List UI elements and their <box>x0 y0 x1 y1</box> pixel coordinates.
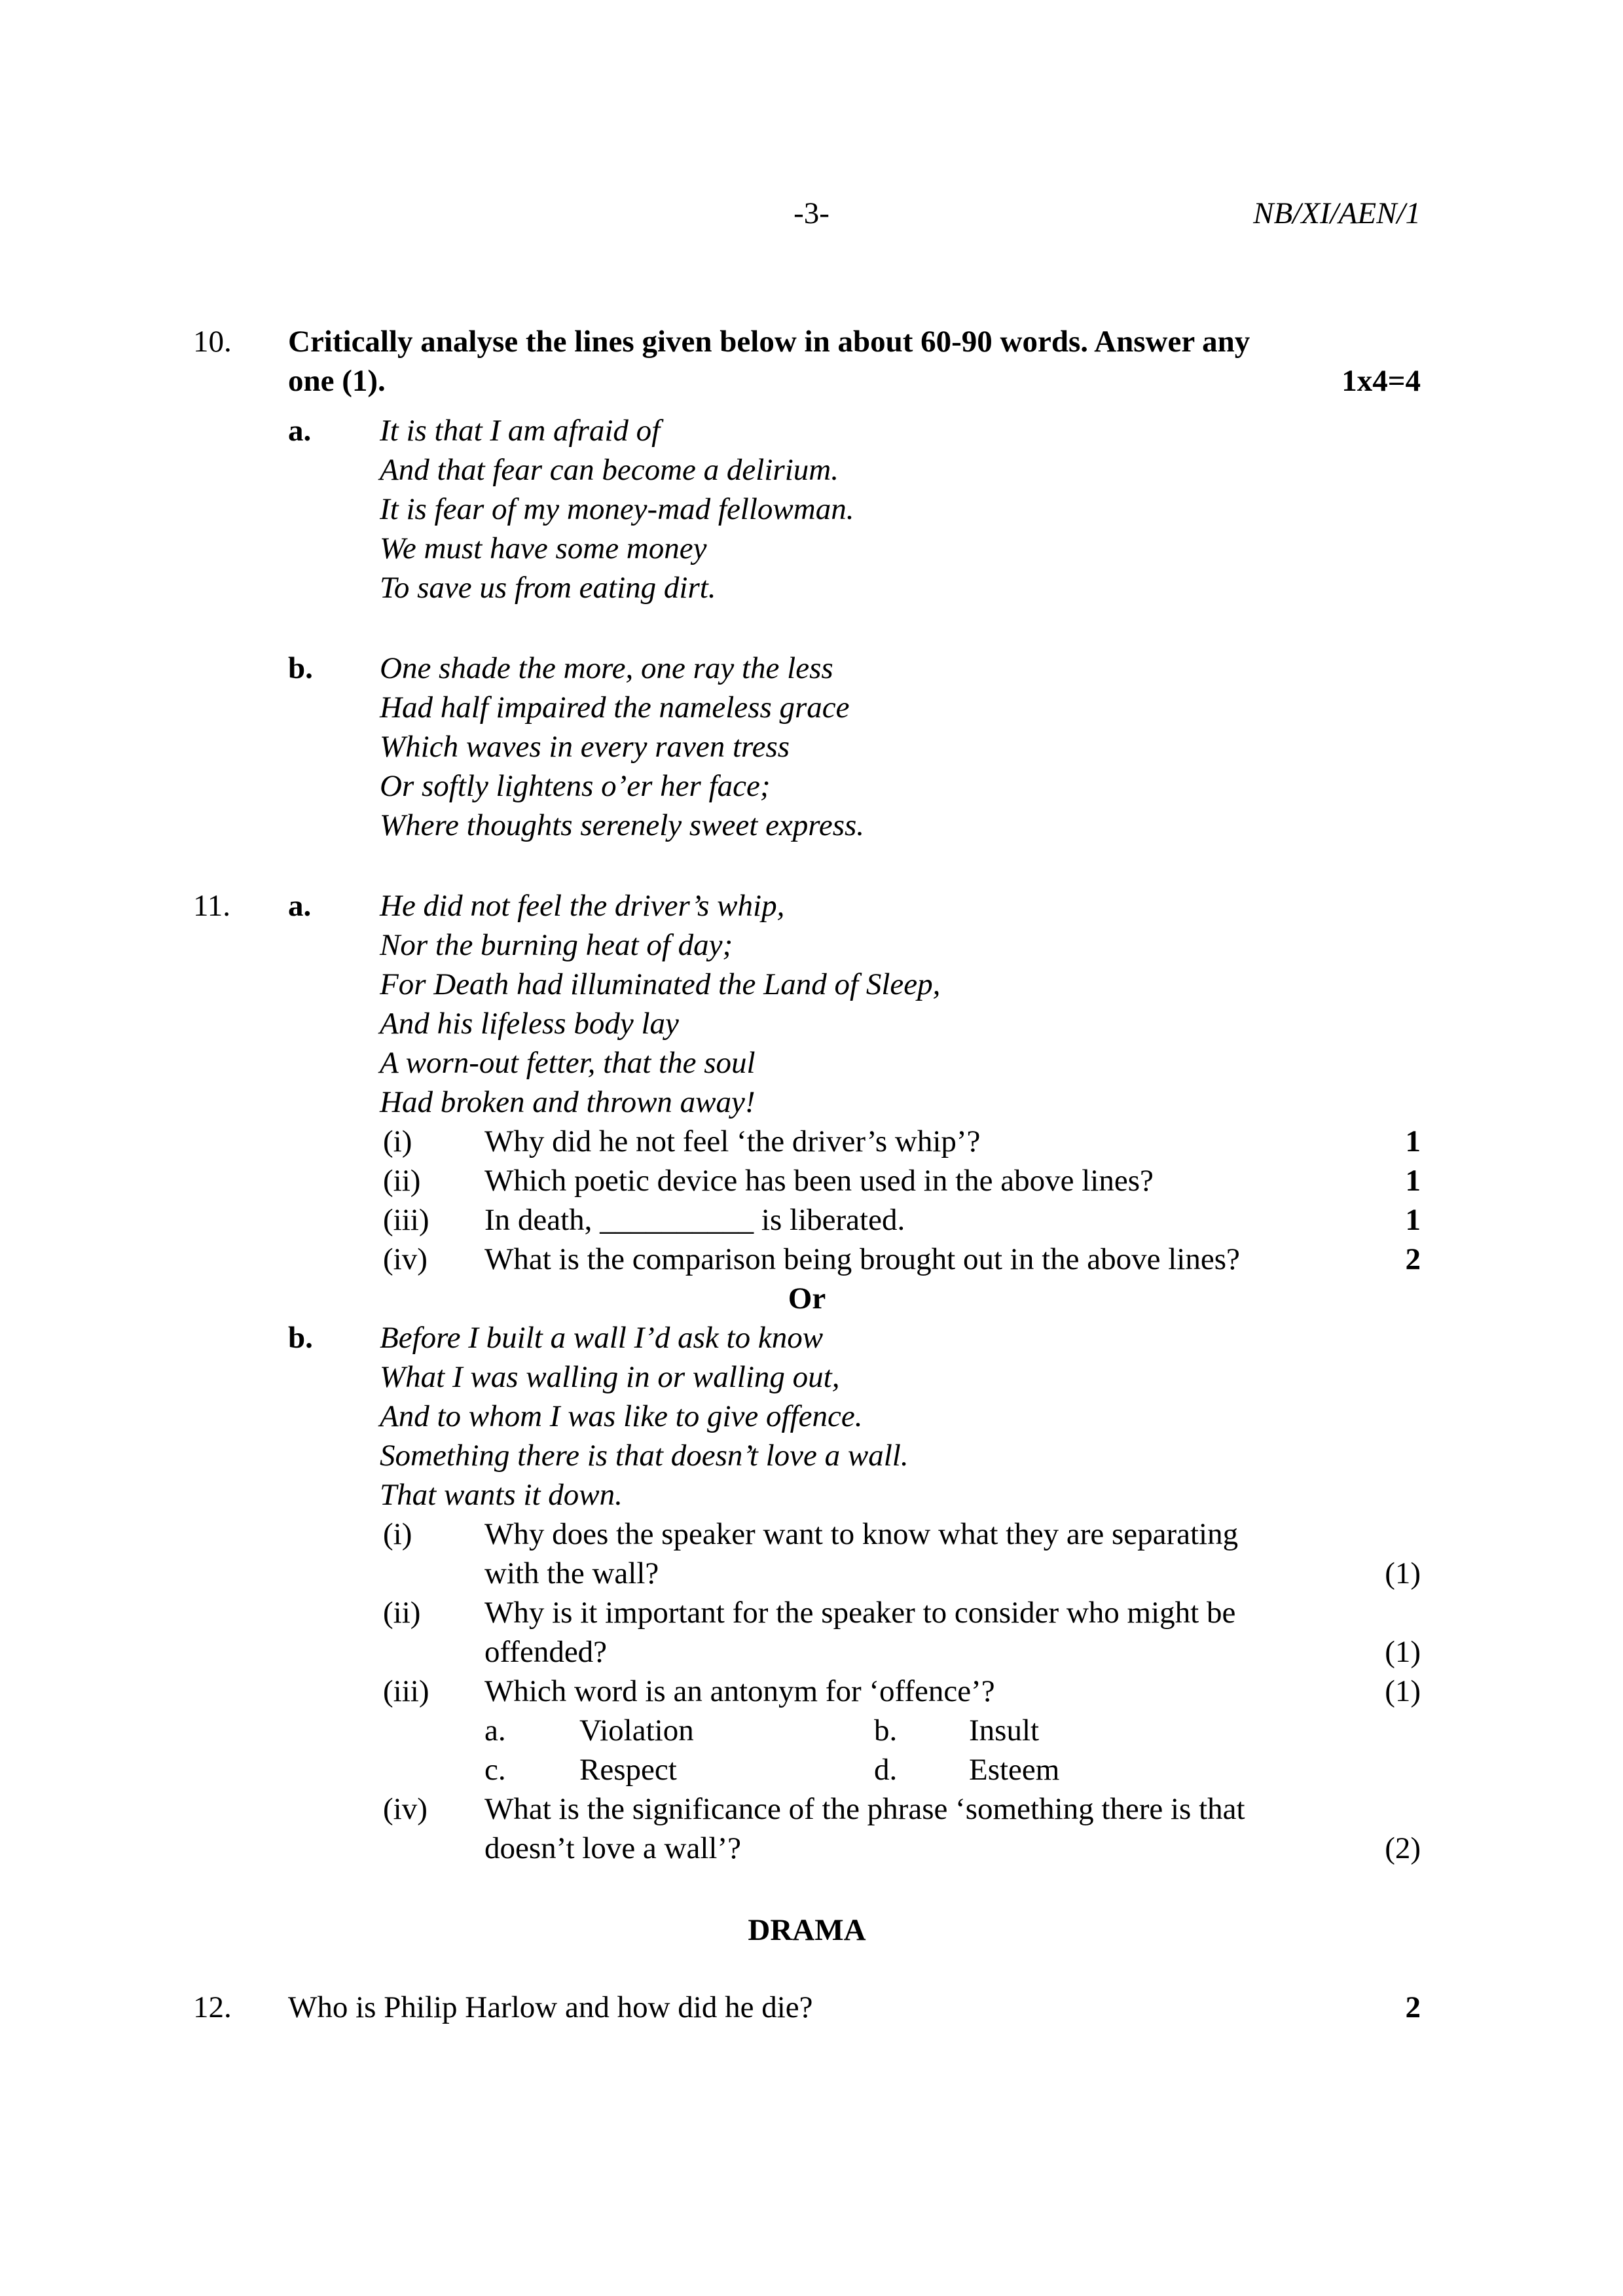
question-11b-label: b. <box>288 1321 313 1355</box>
poem-line: What I was walling in or walling out, <box>380 1360 840 1394</box>
question-12-marks: 2 <box>1405 1990 1421 2024</box>
question-10b <box>288 649 1421 845</box>
subquestion-ii <box>383 1593 1421 1672</box>
poem-line: And his lifeless body lay <box>380 1007 679 1041</box>
subquestion-text: In death, __________ is liberated. <box>484 1203 905 1237</box>
poem-line: A worn-out fetter, that the soul <box>380 1046 756 1080</box>
poem-line: And that fear can become a delirium. <box>380 453 839 487</box>
question-11 <box>193 886 1421 1868</box>
subquestion-text: offended? <box>484 1635 608 1669</box>
question-11a-poem <box>380 886 1421 1122</box>
question-11-number: 11. <box>193 889 231 923</box>
subquestion-text: Why is it important for the speaker to consider who might be <box>484 1596 1236 1630</box>
poem-line: For Death had illuminated the Land of Sleep, <box>380 967 941 1001</box>
question-11b-subquestions <box>383 1515 1421 1868</box>
subquestion-marks: 2 <box>1405 1242 1421 1276</box>
subquestion-numeral: (iv) <box>383 1242 428 1276</box>
subquestion-text: Why does the speaker want to know what they are separating <box>484 1517 1239 1551</box>
subquestion-i <box>383 1122 1421 1161</box>
subquestion-marks: 1 <box>1405 1164 1421 1198</box>
or-separator: Or <box>788 1282 826 1316</box>
question-10-heading-line1: Critically analyse the lines given below in about 60-90 words. Answer any <box>288 325 1250 359</box>
poem-line: Nor the burning heat of day; <box>380 928 733 962</box>
subquestion-iv <box>383 1240 1421 1279</box>
poem-line: And to whom I was like to give offence. <box>380 1399 863 1433</box>
section-heading-drama: DRAMA <box>748 1913 866 1947</box>
subquestion-i <box>383 1515 1421 1593</box>
question-12-text: Who is Philip Harlow and how did he die? <box>288 1990 813 2024</box>
question-10a-poem <box>380 411 1421 607</box>
question-12 <box>193 1988 1421 2027</box>
poem-line: He did not feel the driver’s whip, <box>380 889 785 923</box>
poem-line: Had broken and thrown away! <box>380 1085 756 1119</box>
poem-line: We must have some money <box>380 531 707 565</box>
poem-line: Which waves in every raven tress <box>380 730 790 764</box>
subquestion-marks: 1 <box>1405 1124 1421 1158</box>
subquestion-text: doesn’t love a wall’? <box>484 1831 741 1865</box>
mcq-option-text: Insult <box>969 1713 1040 1748</box>
question-10 <box>193 322 1421 845</box>
question-10-heading-line2-row <box>288 361 1421 401</box>
mcq-option-letter: a. <box>484 1713 506 1748</box>
paper-code: NB/XI/AEN/1 <box>1253 196 1421 230</box>
poem-line: Something there is that doesn’t love a wall. <box>380 1439 909 1473</box>
poem-line: One shade the more, one ray the less <box>380 651 833 685</box>
poem-line: It is that I am afraid of <box>380 414 661 448</box>
subquestion-numeral: (iv) <box>383 1792 428 1826</box>
mcq-option-letter: c. <box>484 1753 506 1787</box>
subquestion-text: with the wall? <box>484 1556 659 1590</box>
question-11a <box>288 886 1421 1122</box>
poem-line: It is fear of my money-mad fellowman. <box>380 492 854 526</box>
poem-line: Or softly lightens o’er her face; <box>380 769 771 803</box>
subquestion-iv <box>383 1789 1421 1868</box>
question-10b-poem <box>380 649 1421 845</box>
question-11b-poem <box>380 1318 1421 1515</box>
poem-line: Where thoughts serenely sweet express. <box>380 808 865 842</box>
subquestion-marks: (1) <box>1385 1674 1421 1708</box>
question-10-number: 10. <box>193 325 232 359</box>
question-10-marks: 1x4=4 <box>1341 364 1421 398</box>
question-12-number: 12. <box>193 1990 232 2024</box>
question-11b <box>288 1318 1421 1515</box>
subquestion-ii <box>383 1161 1421 1200</box>
poem-line: That wants it down. <box>380 1478 623 1512</box>
poem-line: To save us from eating dirt. <box>380 571 716 605</box>
subquestion-numeral: (i) <box>383 1124 412 1158</box>
mcq-options <box>484 1711 1421 1789</box>
subquestion-text: What is the comparison being brought out in the above lines? <box>484 1242 1240 1276</box>
mcq-option-letter: d. <box>874 1753 898 1787</box>
subquestion-numeral: (ii) <box>383 1596 421 1630</box>
question-10-heading-line2: one (1). <box>288 364 386 398</box>
subquestion-marks: (1) <box>1385 1635 1421 1669</box>
subquestion-numeral: (i) <box>383 1517 412 1551</box>
question-11a-subquestions <box>383 1122 1421 1279</box>
subquestion-numeral: (iii) <box>383 1203 429 1237</box>
mcq-option-text: Esteem <box>969 1753 1060 1787</box>
subquestion-marks: (1) <box>1385 1556 1421 1590</box>
subquestion-text: Which poetic device has been used in the above lines? <box>484 1164 1154 1198</box>
subquestion-numeral: (ii) <box>383 1164 421 1198</box>
mcq-option-letter: b. <box>874 1713 898 1748</box>
question-10a-label: a. <box>288 414 312 448</box>
subquestion-text: Why did he not feel ‘the driver’s whip’? <box>484 1124 981 1158</box>
mcq-option-text: Respect <box>579 1753 677 1787</box>
mcq-option-text: Violation <box>579 1713 694 1748</box>
page-number: -3- <box>793 196 830 230</box>
question-11a-label: a. <box>288 889 312 923</box>
question-10b-label: b. <box>288 651 313 685</box>
subquestion-marks: 1 <box>1405 1203 1421 1237</box>
subquestion-text: What is the significance of the phrase ‘something there is that <box>484 1792 1245 1826</box>
question-10a <box>288 411 1421 607</box>
poem-line: Had half impaired the nameless grace <box>380 691 850 725</box>
subquestion-iii <box>383 1200 1421 1240</box>
page-content <box>193 322 1421 2027</box>
poem-line: Before I built a wall I’d ask to know <box>380 1321 824 1355</box>
subquestion-numeral: (iii) <box>383 1674 429 1708</box>
page-header <box>0 194 1623 233</box>
subquestion-text: Which word is an antonym for ‘offence’? <box>484 1674 995 1708</box>
subquestion-iii <box>383 1672 1421 1711</box>
subquestion-marks: (2) <box>1385 1831 1421 1865</box>
